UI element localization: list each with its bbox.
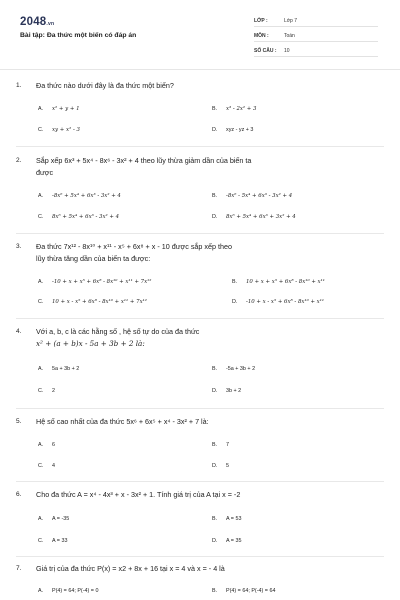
- option-text: 8x⁶ + 5x⁴ + 6x³ + 3x² + 4: [226, 214, 296, 220]
- option-b[interactable]: [232, 279, 325, 285]
- question-number: 2.: [16, 157, 22, 164]
- option-text: 10 + x - x⁵ + 6x⁸ - 8x¹⁰ + x¹¹ + 7x¹²: [52, 299, 147, 305]
- worksheet-header: [0, 0, 400, 70]
- option-text: xy + x² - 3: [52, 127, 80, 133]
- question-line: Hệ số cao nhất của đa thức 5x⁶ + 6x⁵ + x⁴ - 3x² + 7 là:: [36, 417, 209, 426]
- meta-key: SỐ CÂU :: [254, 48, 277, 54]
- option-label: A.: [38, 106, 44, 112]
- question-number: 3.: [16, 243, 22, 250]
- option-text: 8x⁶ + 5x⁴ + 6x³ - 3x² + 4: [52, 214, 120, 220]
- option-label: B.: [212, 106, 218, 112]
- option-text: xyz - yz + 3: [226, 127, 254, 133]
- option-label: B.: [212, 366, 218, 372]
- option-d[interactable]: [212, 538, 241, 544]
- meta-row-count: [254, 45, 378, 57]
- option-label: C.: [38, 299, 44, 305]
- option-label: B.: [212, 588, 218, 594]
- option-label: C.: [38, 388, 44, 394]
- option-label: C.: [38, 127, 44, 133]
- meta-value: Toán: [284, 33, 295, 39]
- option-b[interactable]: [212, 516, 241, 522]
- option-text: A = 33: [52, 538, 68, 544]
- option-text: P(4) = 64; P(-4) = 0: [52, 588, 99, 594]
- option-label: A.: [38, 588, 44, 594]
- question-number: 6.: [16, 491, 22, 498]
- option-text: 7: [226, 442, 229, 448]
- question-number: 1.: [16, 82, 22, 89]
- option-text: P(4) = 64; P(-4) = 64: [226, 588, 276, 594]
- option-label: B.: [212, 442, 218, 448]
- option-text: 5a + 3b + 2: [52, 366, 80, 372]
- question-divider: [16, 556, 384, 557]
- option-a[interactable]: [38, 193, 121, 199]
- question-text: [36, 155, 376, 178]
- question-line: Với a, b, c là các hằng số , hệ số tự do của đa thức: [36, 327, 200, 336]
- meta-row-subject: [254, 30, 378, 42]
- option-text: 2: [52, 388, 55, 394]
- option-text: A = -35: [52, 516, 70, 522]
- option-label: B.: [212, 193, 218, 199]
- question-divider: [16, 146, 384, 147]
- question-line: Giá trị của đa thức P(x) = x2 + 8x + 16 tại x = 4 và x = - 4 là: [36, 564, 225, 573]
- option-d[interactable]: [232, 299, 324, 305]
- question-line: Cho đa thức A = x⁴ - 4x³ + x - 3x² + 1. Tính giá trị của A tại x = -2: [36, 490, 241, 499]
- question-number: 5.: [16, 418, 22, 425]
- option-c[interactable]: [38, 538, 67, 544]
- option-d[interactable]: [212, 214, 296, 220]
- option-text: A = 35: [226, 538, 242, 544]
- question-line: x² + (a + b)x - 5a + 3b + 2 là:: [36, 338, 145, 348]
- exercise-title: Bài tập: Đa thức một biến có đáp án: [20, 32, 137, 39]
- option-a[interactable]: [38, 442, 55, 448]
- option-a[interactable]: [38, 516, 69, 522]
- option-d[interactable]: [212, 463, 229, 469]
- question-divider: [16, 318, 384, 319]
- option-label: D.: [232, 299, 238, 305]
- option-label: A.: [38, 516, 44, 522]
- option-c[interactable]: [38, 299, 147, 305]
- option-text: 3b + 2: [226, 388, 242, 394]
- option-a[interactable]: [38, 588, 98, 594]
- question-text: [36, 241, 376, 264]
- option-text: -8x⁶ - 5x⁴ + 6x³ - 3x² + 4: [226, 193, 293, 199]
- question-line: được: [36, 167, 54, 177]
- option-label: C.: [38, 538, 44, 544]
- option-label: D.: [212, 388, 218, 394]
- question-text: [36, 326, 376, 349]
- option-label: C.: [38, 463, 44, 469]
- meta-row-grade: [254, 15, 378, 27]
- option-d[interactable]: [212, 388, 241, 394]
- question-line: Sắp xếp 6x³ + 5x⁴ - 8x⁶ - 3x² + 4 theo lũy thừa giảm dần của biến ta: [36, 156, 252, 165]
- question-line: lũy thừa tăng dần của biến ta được:: [36, 253, 151, 263]
- option-label: C.: [38, 214, 44, 220]
- question-text: [36, 489, 376, 501]
- question-number: 4.: [16, 328, 22, 335]
- question-text: [36, 563, 376, 575]
- option-label: B.: [212, 516, 218, 522]
- option-text: -10 + x + x⁵ + 6x⁸ - 8x¹⁰ + x¹¹ + 7x¹²: [52, 279, 152, 285]
- option-text: 5: [226, 463, 229, 469]
- option-c[interactable]: [38, 214, 119, 220]
- option-text: -8x⁶ + 5x⁴ + 6x³ - 3x² + 4: [52, 193, 121, 199]
- logo-suffix: .vn: [46, 21, 55, 27]
- option-b[interactable]: [212, 588, 275, 594]
- option-text: -10 + x - x⁵ + 6x⁸ - 8x¹⁰ + x¹¹: [246, 299, 325, 305]
- option-c[interactable]: [38, 388, 55, 394]
- option-text: -5a + 3b + 2: [226, 366, 256, 372]
- option-b[interactable]: [212, 442, 229, 448]
- option-label: A.: [38, 442, 44, 448]
- meta-value: Lớp 7: [284, 18, 298, 24]
- question-text: [36, 80, 376, 92]
- option-label: A.: [38, 279, 44, 285]
- question-number: 7.: [16, 565, 22, 572]
- question-divider: [16, 408, 384, 409]
- option-label: D.: [212, 463, 218, 469]
- option-d[interactable]: [212, 127, 253, 133]
- option-text: A = 53: [226, 516, 242, 522]
- option-label: A.: [38, 193, 44, 199]
- meta-value: 10: [284, 48, 290, 54]
- option-text: 4: [52, 463, 55, 469]
- question-divider: [16, 481, 384, 482]
- option-a[interactable]: [38, 106, 80, 112]
- question-line: Đa thức nào dưới đây là đa thức một biến?: [36, 81, 174, 90]
- option-text: x² + y + 1: [52, 106, 80, 112]
- option-label: D.: [212, 127, 218, 133]
- option-b[interactable]: [212, 366, 255, 372]
- option-label: A.: [38, 366, 44, 372]
- option-b[interactable]: [212, 106, 256, 112]
- option-b[interactable]: [212, 193, 292, 199]
- option-a[interactable]: [38, 279, 151, 285]
- option-text: x³ - 2x² + 3: [226, 106, 257, 112]
- site-logo[interactable]: [20, 16, 54, 28]
- question-text: [36, 416, 376, 428]
- meta-key: LỚP :: [254, 18, 268, 24]
- logo-text: 2048: [20, 16, 47, 28]
- meta-key: MÔN :: [254, 33, 269, 39]
- option-a[interactable]: [38, 366, 79, 372]
- option-c[interactable]: [38, 127, 80, 133]
- option-label: D.: [212, 538, 218, 544]
- option-label: B.: [232, 279, 238, 285]
- option-text: 10 + x + x⁵ + 6x⁸ - 8x¹⁰ + x¹¹: [246, 279, 325, 285]
- question-line: Đa thức 7x¹² - 8x¹⁰ + x¹¹ - x⁵ + 6x⁸ + x - 10 được sắp xếp theo: [36, 242, 232, 251]
- question-divider: [16, 233, 384, 234]
- option-c[interactable]: [38, 463, 55, 469]
- option-text: 6: [52, 442, 55, 448]
- option-label: D.: [212, 214, 218, 220]
